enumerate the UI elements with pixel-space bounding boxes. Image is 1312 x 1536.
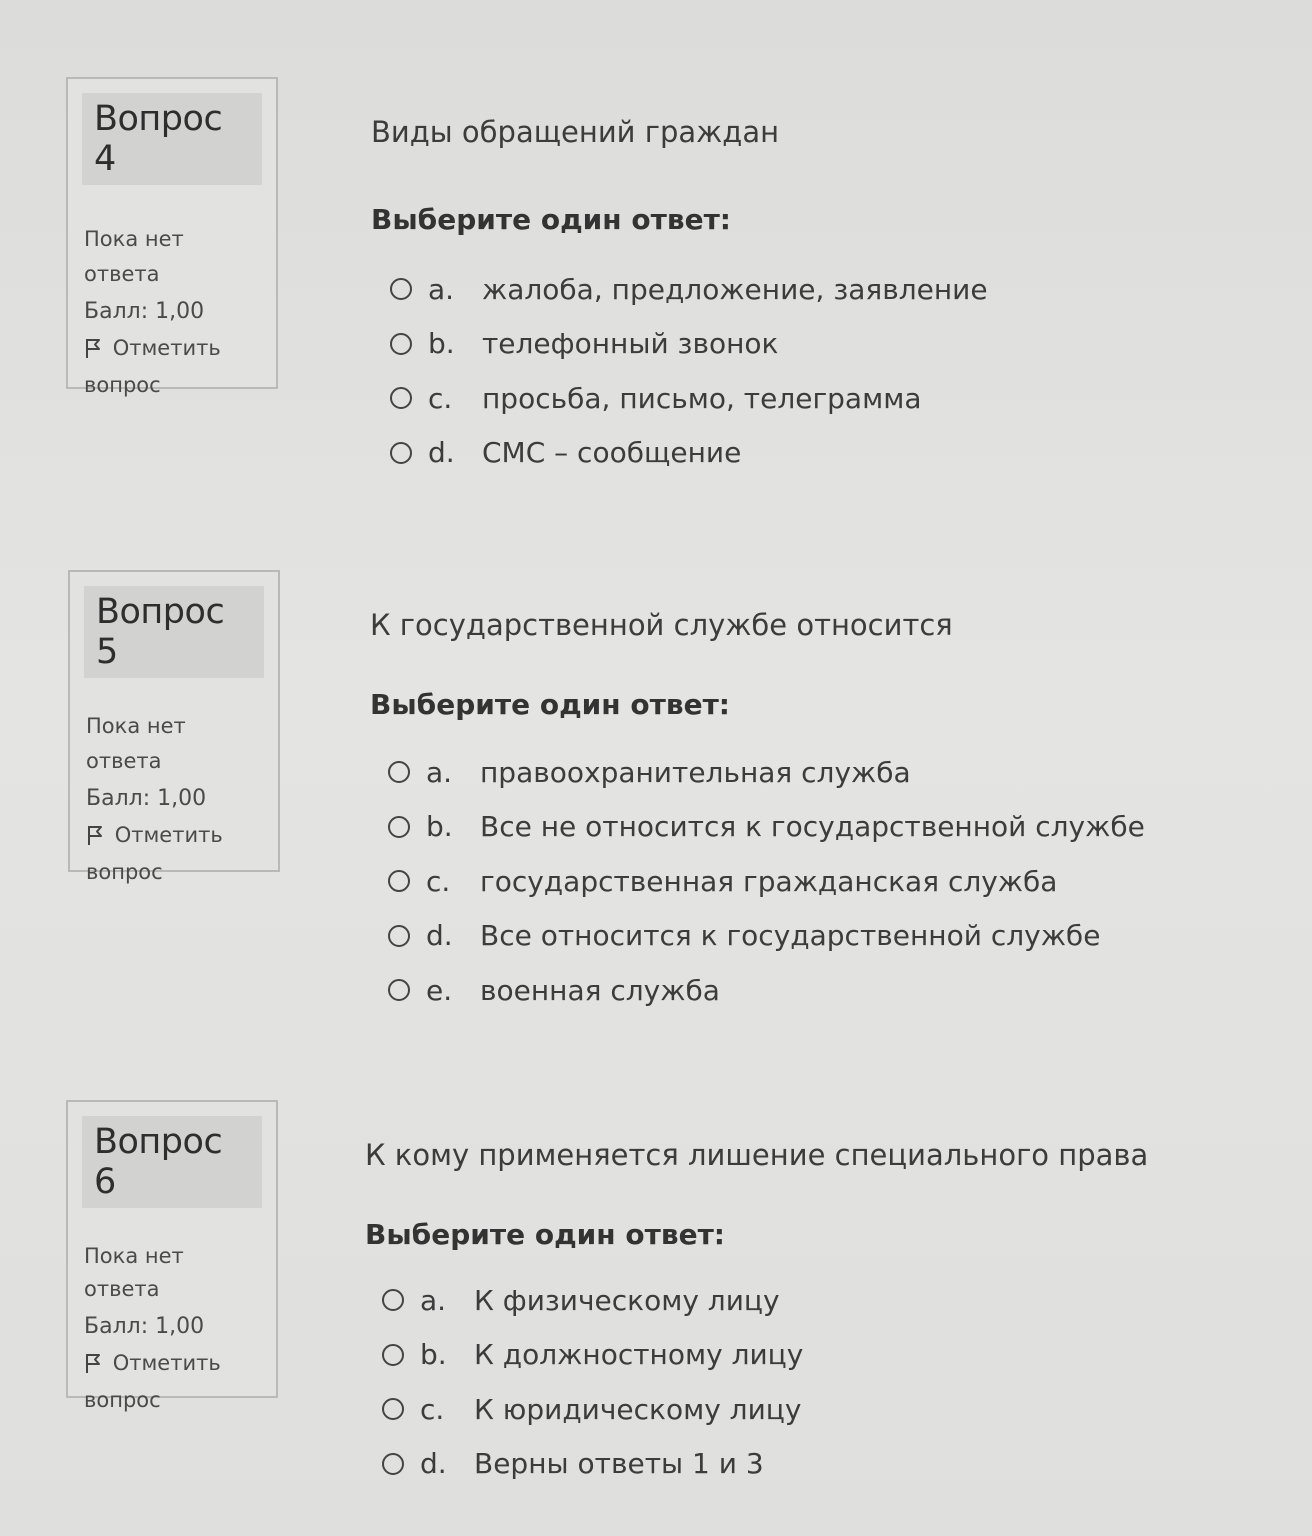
question-state — [86, 708, 278, 780]
answer-letter: b. — [426, 810, 453, 844]
answer-letter: d. — [428, 436, 455, 470]
flag-label: Отметить — [112, 336, 221, 360]
answer-text: Верны ответы 1 и 3 — [474, 1447, 764, 1481]
flag-label: Отметить — [112, 1351, 221, 1375]
answer-text: Все не относится к государственной службе — [480, 810, 1145, 844]
answer-text: К физическому лицу — [474, 1283, 780, 1317]
question-number: Вопрос 5 — [84, 586, 264, 678]
answer-option-b[interactable] — [388, 800, 1145, 855]
answer-option-a[interactable] — [390, 262, 988, 317]
flag-label-line-2: вопрос — [84, 1388, 161, 1412]
question-info-box — [68, 570, 280, 884]
answer-letter: b. — [420, 1338, 447, 1372]
answer-option-b[interactable] — [382, 1328, 803, 1383]
answer-option-a[interactable] — [382, 1273, 803, 1328]
answer-option-d[interactable] — [390, 426, 988, 481]
answer-list — [382, 1273, 803, 1491]
question-text: Виды обращений граждан — [371, 115, 780, 149]
radio-button[interactable] — [390, 278, 412, 300]
answer-letter: a. — [420, 1283, 447, 1317]
radio-button[interactable] — [382, 1344, 404, 1366]
answer-letter: d. — [426, 919, 453, 953]
answer-option-c[interactable] — [388, 854, 1145, 909]
radio-button[interactable] — [388, 925, 410, 947]
answer-prompt: Выберите один ответ: — [371, 203, 731, 236]
state-line-1: Пока нет — [84, 1244, 184, 1268]
flag-question-link[interactable] — [84, 330, 276, 404]
radio-button[interactable] — [388, 761, 410, 783]
radio-button[interactable] — [388, 870, 410, 892]
question-text: К кому применяется лишение специального права — [365, 1138, 1149, 1172]
question-info-box — [66, 77, 278, 397]
flag-icon — [84, 1345, 106, 1382]
flag-question-link[interactable] — [86, 817, 278, 891]
answer-list — [388, 745, 1145, 1018]
answer-letter: c. — [420, 1392, 445, 1426]
answer-option-b[interactable] — [390, 317, 988, 372]
flag-label: Отметить — [114, 823, 223, 847]
answer-prompt: Выберите один ответ: — [365, 1218, 725, 1251]
answer-letter: b. — [428, 327, 455, 361]
question-text: К государственной службе относится — [370, 608, 953, 642]
question-info-box — [66, 1100, 278, 1412]
answer-option-d[interactable] — [382, 1437, 803, 1492]
answer-text: правоохранительная служба — [480, 755, 911, 789]
answer-option-c[interactable] — [390, 371, 988, 426]
radio-button[interactable] — [388, 979, 410, 1001]
question-grade: Балл: 1,00 — [84, 299, 205, 324]
flag-label-line-2: вопрос — [84, 373, 161, 397]
question-grade: Балл: 1,00 — [84, 1314, 205, 1339]
state-line-1: Пока нет — [84, 227, 184, 251]
state-line-1: Пока нет — [86, 714, 186, 738]
answer-option-c[interactable] — [382, 1382, 803, 1437]
answer-text: телефонный звонок — [482, 327, 779, 361]
radio-button[interactable] — [382, 1453, 404, 1475]
state-line-2: ответа — [84, 262, 160, 286]
answer-text: государственная гражданская служба — [480, 864, 1058, 898]
radio-button[interactable] — [390, 387, 412, 409]
answer-letter: d. — [420, 1447, 447, 1481]
answer-letter: e. — [426, 973, 453, 1007]
state-line-2: ответа — [84, 1277, 160, 1301]
flag-icon — [86, 817, 108, 854]
state-line-2: ответа — [86, 749, 162, 773]
question-state — [84, 221, 276, 293]
answer-text: К должностному лицу — [474, 1338, 804, 1372]
answer-text: военная служба — [480, 973, 720, 1007]
answer-text: СМС – сообщение — [482, 436, 742, 470]
answer-list — [390, 262, 988, 480]
flag-icon — [84, 330, 106, 367]
answer-letter: a. — [426, 755, 453, 789]
flag-question-link[interactable] — [84, 1345, 276, 1419]
answer-letter: c. — [428, 381, 453, 415]
answer-text: К юридическому лицу — [474, 1392, 802, 1426]
answer-letter: c. — [426, 864, 451, 898]
question-state — [84, 1238, 276, 1308]
answer-text: жалоба, предложение, заявление — [482, 272, 988, 306]
radio-button[interactable] — [382, 1289, 404, 1311]
radio-button[interactable] — [390, 333, 412, 355]
answer-letter: a. — [428, 272, 455, 306]
question-number: Вопрос 6 — [82, 1116, 262, 1208]
answer-text: просьба, письмо, телеграмма — [482, 381, 922, 415]
question-grade: Балл: 1,00 — [86, 786, 207, 811]
radio-button[interactable] — [390, 442, 412, 464]
answer-option-e[interactable] — [388, 963, 1145, 1018]
radio-button[interactable] — [388, 816, 410, 838]
radio-button[interactable] — [382, 1398, 404, 1420]
answer-option-d[interactable] — [388, 909, 1145, 964]
flag-label-line-2: вопрос — [86, 860, 163, 884]
answer-prompt: Выберите один ответ: — [370, 688, 730, 721]
answer-option-a[interactable] — [388, 745, 1145, 800]
answer-text: Все относится к государственной службе — [480, 919, 1101, 953]
question-number: Вопрос 4 — [82, 93, 262, 185]
